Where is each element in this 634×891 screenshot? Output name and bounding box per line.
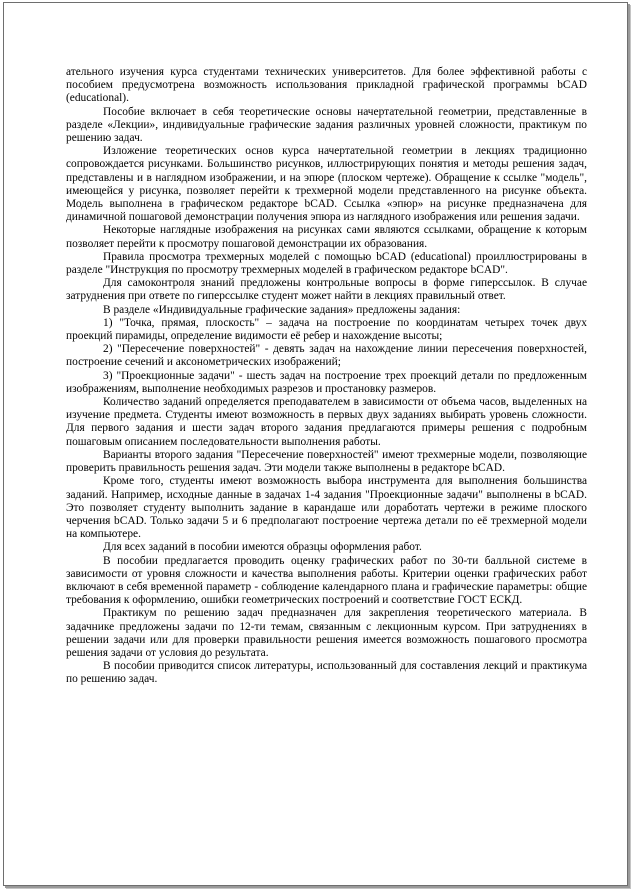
paragraph-assignment-count: Количество заданий определяется преподавателем в зависимости от объема часов, выделенных на изучение предмета. Студенты имеют возможность в первых двух заданиях выбирать уровень сложности. Для первого задания и шести задач второго задания предлагаются примеры решения с подробным пошаговым описанием последовательности выполнения работы. (66, 396, 587, 448)
paragraph-bibliography: В пособии приводится список литературы, использованный для составления лекций и практикума по решению задач. (66, 660, 587, 686)
paragraph-visual-links: Некоторые наглядные изображения на рисунках сами являются ссылками, обращение к которым позволяет перейти к просмотру пошаговой демонстрации их образования. (66, 224, 587, 250)
paragraph-practicum: Практикум по решению задач предназначен для закрепления теоретического материала. В задачнике предложены задачи по 12-ти темам, связанным с лекционным курсом. При затруднениях в решении задачи или для проверки правильности решения имеется возможность пошагового просмотра решения задачи от условия до результата. (66, 607, 587, 659)
paragraph-lectures: Изложение теоретических основ курса начертательной геометрии в лекциях традиционно сопровождается рисунками. Большинство рисунков, иллюстрирующих понятия и методы решения задач, представлены и в наглядном изображении, и на эпюре (плоском чертеже). Обращение к ссылке "модель", имеющейся у рисунка, позволяет перейти к трехмерной модели представленного на рисунке объекта. Модель выполнена в графическом редакторе bCAD. Ссылка «эпюр» на рисунке предназначена для динамичной пошаговой демонстрации получения эпюра из наглядного изображения или решения задачи. (66, 145, 587, 224)
paragraph-viewing-rules: Правила просмотра трехмерных моделей с помощью bCAD (educational) проиллюстрированы в разделе "Инструкция по просмотру трехмерных моделей в графическом редакторе bCAD". (66, 250, 587, 277)
paragraph-samples: Для всех заданий в пособии имеются образцы оформления работ. (103, 541, 422, 554)
document-page (3, 2, 628, 886)
paragraph-self-control: Для самоконтроля знаний предложены контрольные вопросы в форме гиперссылок. В случае затруднения при ответе по гиперссылке студент может найти в лекциях правильный ответ. (66, 277, 587, 303)
list-item-assignment-1: 1) "Точка, прямая, плоскость" – задача на построение по координатам четырех точек двух проекций пирамиды, определение видимости её ребер и нахождение высоты; (66, 316, 587, 343)
paragraph-tools: Кроме того, студенты имеют возможность выбора инструмента для выполнения большинства заданий. Например, исходные данные в задачах 1-4 задания "Проекционные задачи" выполнены в bCAD. Это позволяет студенту выполнить задание в карандаше или доработать чертежи в режиме плоского черчения bCAD. Только задачи 5 и 6 предполагают построение чертежа детали по её трехмерной модели на компьютере. (66, 475, 587, 541)
paragraph-grading: В пособии предлагается проводить оценку графических работ по 30-ти балльной системе в зависимости от уровня сложности и качества выполнения работы. Критерии оценки графических работ включают в себя временной параметр - соблюдение календарного плана и графические параметры: общие требования к оформлению, ошибки геометрических построений и соответствие ГОСТ ЕСКД. (66, 554, 587, 607)
paragraph-contents: Пособие включает в себя теоретические основы начертательной геометрии, представленные в разделе «Лекции», индивидуальные графические задания различных уровней сложности, практикум по решению задач. (66, 105, 587, 145)
list-item-assignment-2: 2) "Пересечение поверхностей" - девять задач на нахождение линии пересечения поверхностей, построение сечений и аксонометрических изображений; (66, 343, 587, 369)
list-item-assignment-3: 3) "Проекционные задачи" - шесть задач на построение трех проекций детали по предложенным изображениям, выполнение необходимых разрезов и простановку размеров. (66, 369, 587, 395)
paragraph-variants: Варианты второго задания "Пересечение поверхностей" имеют трехмерные модели, позволяющие проверить правильность решения задач. Эти модели также выполнены в редакторе bCAD. (66, 448, 587, 475)
paragraph-assignments-intro: В разделе «Индивидуальные графические задания» предложены задания: (103, 303, 461, 316)
document-body (66, 66, 587, 687)
paragraph-intro-continuation: ательного изучения курса студентами технических университетов. Для более эффективной работы с пособием предусмотрена возможность использования прикладной графической программы bCAD (educational). (66, 66, 587, 105)
